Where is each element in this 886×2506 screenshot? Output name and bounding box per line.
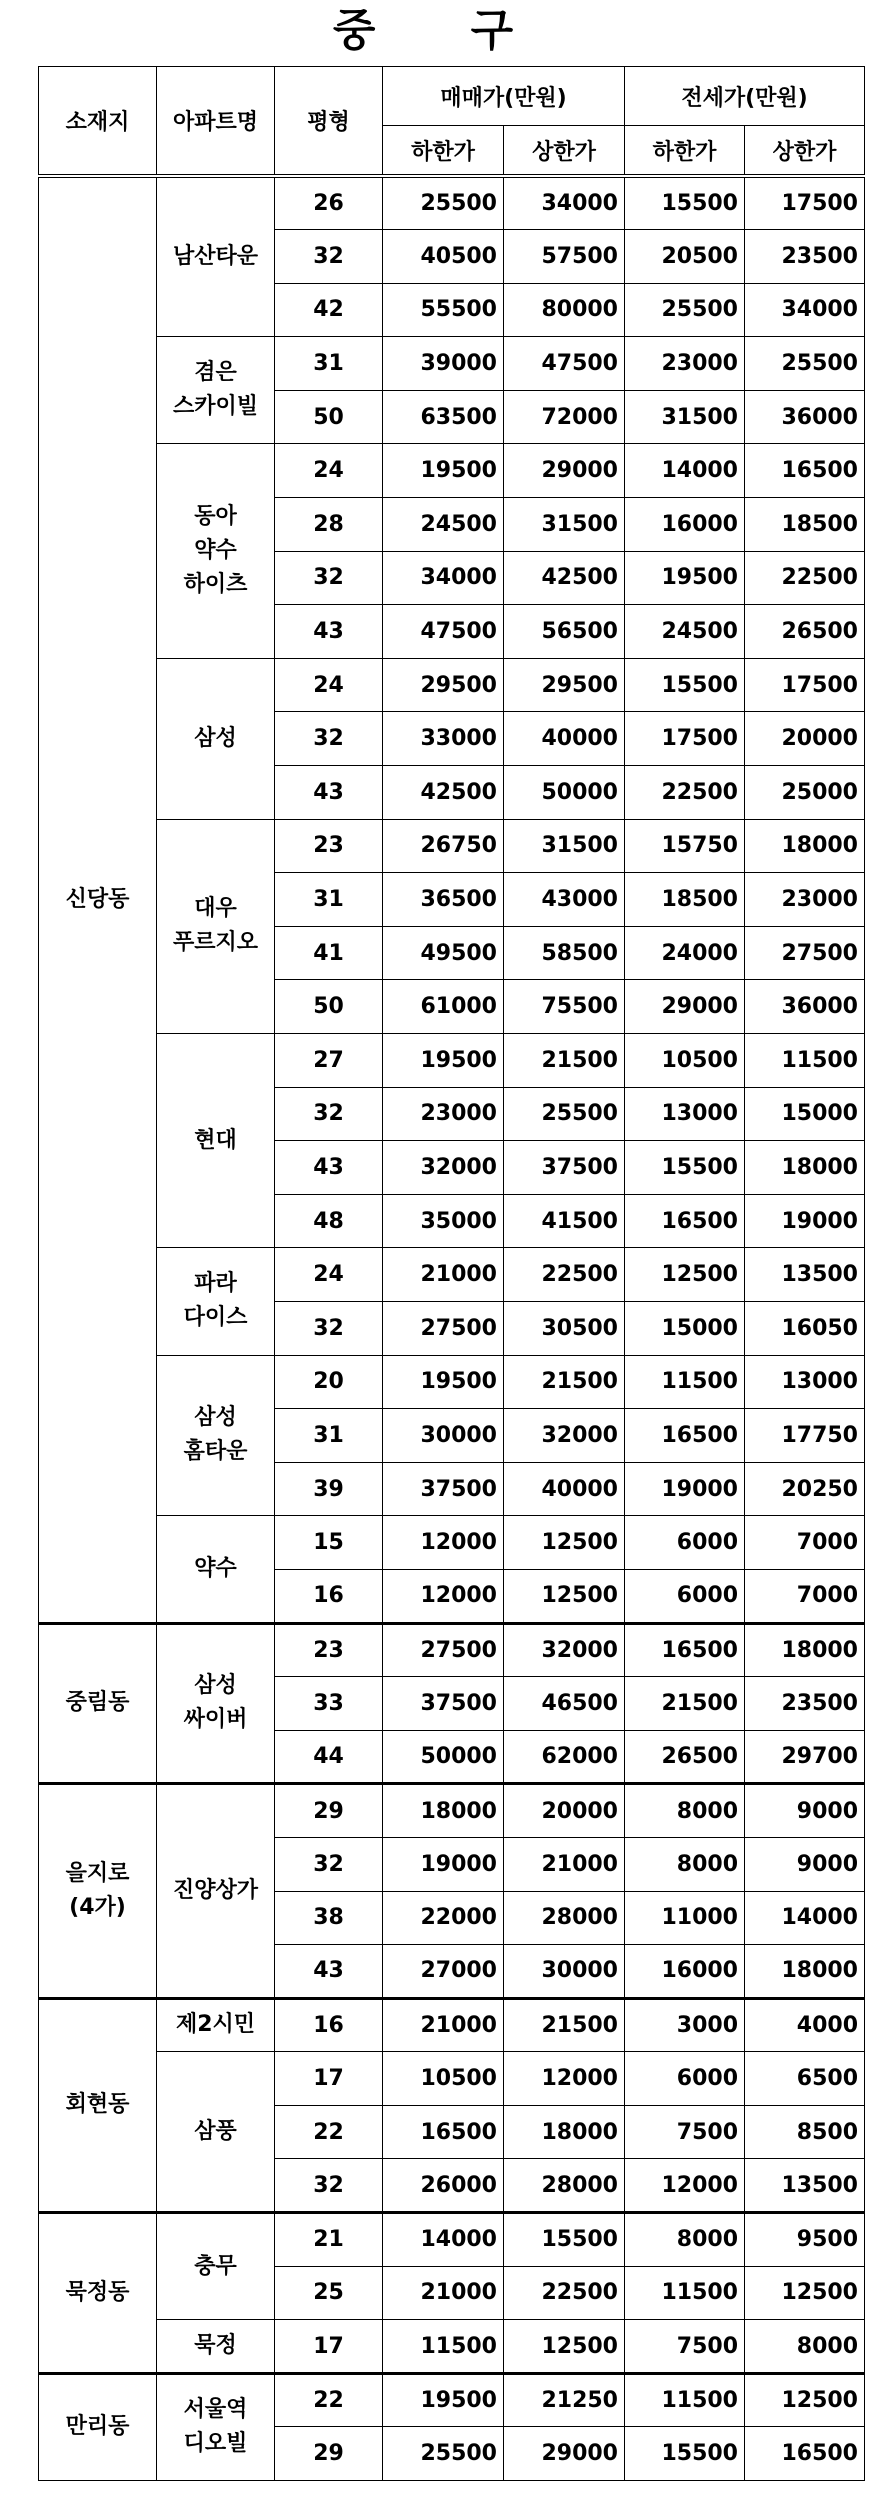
jeonse-lower-cell: 12000 xyxy=(625,2159,745,2213)
sale-lower-cell: 24500 xyxy=(383,498,504,552)
size-cell: 22 xyxy=(275,2105,383,2159)
jeonse-lower-cell: 21500 xyxy=(625,1677,745,1731)
table-row xyxy=(39,658,865,712)
size-cell: 38 xyxy=(275,1891,383,1945)
size-cell: 31 xyxy=(275,1409,383,1463)
size-cell: 50 xyxy=(275,980,383,1034)
jeonse-upper-cell: 34000 xyxy=(745,283,865,337)
table-row xyxy=(39,1034,865,1088)
sale-lower-cell: 21000 xyxy=(383,1248,504,1302)
table-row xyxy=(39,1623,865,1677)
apartment-cell: 삼풍 xyxy=(157,2052,275,2213)
jeonse-lower-cell: 16500 xyxy=(625,1623,745,1677)
sale-upper-cell: 12500 xyxy=(504,1516,625,1570)
sale-lower-cell: 26000 xyxy=(383,2159,504,2213)
jeonse-lower-cell: 11500 xyxy=(625,2373,745,2427)
jeonse-upper-cell: 18000 xyxy=(745,819,865,873)
sale-upper-cell: 32000 xyxy=(504,1409,625,1463)
size-cell: 22 xyxy=(275,2373,383,2427)
sale-upper-cell: 22500 xyxy=(504,1248,625,1302)
sale-lower-cell: 27000 xyxy=(383,1945,504,1999)
sale-upper-cell: 62000 xyxy=(504,1730,625,1784)
jeonse-lower-cell: 8000 xyxy=(625,1837,745,1891)
sale-upper-cell: 72000 xyxy=(504,390,625,444)
sale-upper-cell: 25500 xyxy=(504,1087,625,1141)
sale-upper-cell: 12500 xyxy=(504,2320,625,2374)
jeonse-lower-cell: 16500 xyxy=(625,1409,745,1463)
sale-lower-cell: 21000 xyxy=(383,1998,504,2052)
table-row xyxy=(39,2373,865,2427)
header-jeonse-upper: 상한가 xyxy=(745,126,865,177)
sale-upper-cell: 40000 xyxy=(504,712,625,766)
size-cell: 26 xyxy=(275,176,383,230)
jeonse-lower-cell: 10500 xyxy=(625,1034,745,1088)
sale-upper-cell: 46500 xyxy=(504,1677,625,1731)
size-cell: 42 xyxy=(275,283,383,337)
size-cell: 44 xyxy=(275,1730,383,1784)
size-cell: 33 xyxy=(275,1677,383,1731)
sale-lower-cell: 25500 xyxy=(383,2427,504,2481)
sale-lower-cell: 18000 xyxy=(383,1784,504,1838)
sale-lower-cell: 32000 xyxy=(383,1141,504,1195)
sale-upper-cell: 28000 xyxy=(504,2159,625,2213)
jeonse-lower-cell: 19000 xyxy=(625,1462,745,1516)
sale-upper-cell: 29500 xyxy=(504,658,625,712)
sale-lower-cell: 19500 xyxy=(383,1355,504,1409)
page-title: 중 구 xyxy=(332,5,554,56)
sale-upper-cell: 21500 xyxy=(504,1998,625,2052)
jeonse-upper-cell: 15000 xyxy=(745,1087,865,1141)
sale-lower-cell: 25500 xyxy=(383,176,504,230)
sale-upper-cell: 22500 xyxy=(504,2266,625,2320)
sale-lower-cell: 42500 xyxy=(383,766,504,820)
header-location: 소재지 xyxy=(39,67,157,177)
apartment-cell: 진양상가 xyxy=(157,1784,275,1998)
jeonse-lower-cell: 18500 xyxy=(625,873,745,927)
sale-upper-cell: 40000 xyxy=(504,1462,625,1516)
jeonse-upper-cell: 18000 xyxy=(745,1623,865,1677)
jeonse-upper-cell: 17500 xyxy=(745,176,865,230)
jeonse-lower-cell: 15500 xyxy=(625,176,745,230)
sale-upper-cell: 21000 xyxy=(504,1837,625,1891)
jeonse-upper-cell: 19000 xyxy=(745,1194,865,1248)
table-row xyxy=(39,1248,865,1302)
sale-lower-cell: 19500 xyxy=(383,444,504,498)
sale-upper-cell: 15500 xyxy=(504,2213,625,2267)
apartment-cell: 남산타운 xyxy=(157,176,275,337)
jeonse-upper-cell: 25500 xyxy=(745,337,865,391)
sale-upper-cell: 21500 xyxy=(504,1034,625,1088)
size-cell: 27 xyxy=(275,1034,383,1088)
jeonse-lower-cell: 14000 xyxy=(625,444,745,498)
sale-lower-cell: 14000 xyxy=(383,2213,504,2267)
sale-lower-cell: 50000 xyxy=(383,1730,504,1784)
sale-upper-cell: 29000 xyxy=(504,444,625,498)
size-cell: 25 xyxy=(275,2266,383,2320)
sale-upper-cell: 42500 xyxy=(504,551,625,605)
sale-upper-cell: 30000 xyxy=(504,1945,625,1999)
sale-upper-cell: 21250 xyxy=(504,2373,625,2427)
sale-lower-cell: 37500 xyxy=(383,1677,504,1731)
jeonse-lower-cell: 11500 xyxy=(625,1355,745,1409)
jeonse-upper-cell: 9000 xyxy=(745,1837,865,1891)
sale-upper-cell: 34000 xyxy=(504,176,625,230)
jeonse-upper-cell: 17500 xyxy=(745,658,865,712)
location-cell: 만리동 xyxy=(39,2373,157,2480)
header-sale-lower: 하한가 xyxy=(383,126,504,177)
size-cell: 32 xyxy=(275,1087,383,1141)
sale-lower-cell: 10500 xyxy=(383,2052,504,2106)
jeonse-lower-cell: 6000 xyxy=(625,2052,745,2106)
sale-upper-cell: 80000 xyxy=(504,283,625,337)
jeonse-upper-cell: 22500 xyxy=(745,551,865,605)
jeonse-upper-cell: 16500 xyxy=(745,2427,865,2481)
table-row xyxy=(39,819,865,873)
jeonse-lower-cell: 15000 xyxy=(625,1301,745,1355)
apartment-cell: 삼성 싸이버 xyxy=(157,1623,275,1784)
apartment-cell: 현대 xyxy=(157,1034,275,1248)
jeonse-upper-cell: 12500 xyxy=(745,2266,865,2320)
size-cell: 32 xyxy=(275,230,383,284)
table-row xyxy=(39,1516,865,1570)
size-cell: 29 xyxy=(275,1784,383,1838)
jeonse-upper-cell: 36000 xyxy=(745,980,865,1034)
sale-lower-cell: 21000 xyxy=(383,2266,504,2320)
sale-lower-cell: 30000 xyxy=(383,1409,504,1463)
sale-lower-cell: 11500 xyxy=(383,2320,504,2374)
jeonse-lower-cell: 24500 xyxy=(625,605,745,659)
sale-lower-cell: 19500 xyxy=(383,2373,504,2427)
jeonse-lower-cell: 25500 xyxy=(625,283,745,337)
sale-lower-cell: 27500 xyxy=(383,1623,504,1677)
jeonse-upper-cell: 27500 xyxy=(745,926,865,980)
jeonse-upper-cell: 29700 xyxy=(745,1730,865,1784)
jeonse-upper-cell: 13500 xyxy=(745,2159,865,2213)
size-cell: 31 xyxy=(275,337,383,391)
sale-upper-cell: 31500 xyxy=(504,819,625,873)
size-cell: 50 xyxy=(275,390,383,444)
jeonse-lower-cell: 6000 xyxy=(625,1569,745,1623)
table-row xyxy=(39,2320,865,2374)
jeonse-upper-cell: 11500 xyxy=(745,1034,865,1088)
jeonse-lower-cell: 29000 xyxy=(625,980,745,1034)
jeonse-lower-cell: 17500 xyxy=(625,712,745,766)
apartment-cell: 충무 xyxy=(157,2213,275,2320)
size-cell: 28 xyxy=(275,498,383,552)
jeonse-lower-cell: 15500 xyxy=(625,658,745,712)
sale-lower-cell: 12000 xyxy=(383,1516,504,1570)
jeonse-lower-cell: 3000 xyxy=(625,1998,745,2052)
jeonse-lower-cell: 16500 xyxy=(625,1194,745,1248)
jeonse-upper-cell: 7000 xyxy=(745,1516,865,1570)
jeonse-upper-cell: 13500 xyxy=(745,1248,865,1302)
table-row xyxy=(39,1998,865,2052)
sale-lower-cell: 23000 xyxy=(383,1087,504,1141)
size-cell: 41 xyxy=(275,926,383,980)
jeonse-lower-cell: 31500 xyxy=(625,390,745,444)
location-cell: 신당동 xyxy=(39,176,157,1623)
sale-lower-cell: 47500 xyxy=(383,605,504,659)
sale-upper-cell: 47500 xyxy=(504,337,625,391)
jeonse-lower-cell: 20500 xyxy=(625,230,745,284)
jeonse-lower-cell: 15500 xyxy=(625,2427,745,2481)
price-table xyxy=(38,66,865,2481)
sale-lower-cell: 49500 xyxy=(383,926,504,980)
sale-upper-cell: 37500 xyxy=(504,1141,625,1195)
jeonse-upper-cell: 7000 xyxy=(745,1569,865,1623)
sale-lower-cell: 19000 xyxy=(383,1837,504,1891)
table-row xyxy=(39,2052,865,2106)
header-size: 평형 xyxy=(275,67,383,177)
jeonse-upper-cell: 16500 xyxy=(745,444,865,498)
size-cell: 16 xyxy=(275,1569,383,1623)
sale-lower-cell: 26750 xyxy=(383,819,504,873)
sale-lower-cell: 27500 xyxy=(383,1301,504,1355)
apartment-cell: 겸은 스카이빌 xyxy=(157,337,275,444)
jeonse-upper-cell: 6500 xyxy=(745,2052,865,2106)
sale-upper-cell: 57500 xyxy=(504,230,625,284)
sale-lower-cell: 55500 xyxy=(383,283,504,337)
jeonse-lower-cell: 12500 xyxy=(625,1248,745,1302)
apartment-cell: 삼성 홈타운 xyxy=(157,1355,275,1516)
sale-upper-cell: 31500 xyxy=(504,498,625,552)
sale-upper-cell: 75500 xyxy=(504,980,625,1034)
jeonse-upper-cell: 12500 xyxy=(745,2373,865,2427)
sale-upper-cell: 43000 xyxy=(504,873,625,927)
jeonse-lower-cell: 11000 xyxy=(625,1891,745,1945)
jeonse-upper-cell: 18000 xyxy=(745,1945,865,1999)
apartment-cell: 대우 푸르지오 xyxy=(157,819,275,1033)
table-header xyxy=(39,67,865,177)
size-cell: 43 xyxy=(275,605,383,659)
jeonse-upper-cell: 4000 xyxy=(745,1998,865,2052)
jeonse-upper-cell: 16050 xyxy=(745,1301,865,1355)
jeonse-lower-cell: 6000 xyxy=(625,1516,745,1570)
jeonse-upper-cell: 18500 xyxy=(745,498,865,552)
sale-upper-cell: 29000 xyxy=(504,2427,625,2481)
jeonse-lower-cell: 15750 xyxy=(625,819,745,873)
location-cell: 을지로 (4가) xyxy=(39,1784,157,1998)
apartment-cell: 파라 다이스 xyxy=(157,1248,275,1355)
apartment-cell: 약수 xyxy=(157,1516,275,1623)
sale-lower-cell: 22000 xyxy=(383,1891,504,1945)
sale-lower-cell: 12000 xyxy=(383,1569,504,1623)
jeonse-upper-cell: 26500 xyxy=(745,605,865,659)
sale-upper-cell: 30500 xyxy=(504,1301,625,1355)
header-sale-upper: 상한가 xyxy=(504,126,625,177)
size-cell: 43 xyxy=(275,1945,383,1999)
location-cell: 묵정동 xyxy=(39,2213,157,2374)
sale-upper-cell: 18000 xyxy=(504,2105,625,2159)
jeonse-upper-cell: 36000 xyxy=(745,390,865,444)
apartment-cell: 동아 약수 하이츠 xyxy=(157,444,275,658)
sale-upper-cell: 50000 xyxy=(504,766,625,820)
jeonse-upper-cell: 8000 xyxy=(745,2320,865,2374)
size-cell: 23 xyxy=(275,1623,383,1677)
sale-upper-cell: 56500 xyxy=(504,605,625,659)
size-cell: 17 xyxy=(275,2320,383,2374)
header-apartment: 아파트명 xyxy=(157,67,275,177)
apartment-cell: 묵정 xyxy=(157,2320,275,2374)
sale-upper-cell: 28000 xyxy=(504,1891,625,1945)
jeonse-lower-cell: 7500 xyxy=(625,2320,745,2374)
size-cell: 24 xyxy=(275,658,383,712)
jeonse-lower-cell: 8000 xyxy=(625,2213,745,2267)
apartment-cell: 제2시민 xyxy=(157,1998,275,2052)
jeonse-upper-cell: 8500 xyxy=(745,2105,865,2159)
size-cell: 21 xyxy=(275,2213,383,2267)
size-cell: 24 xyxy=(275,444,383,498)
table-row xyxy=(39,2213,865,2267)
size-cell: 20 xyxy=(275,1355,383,1409)
sale-upper-cell: 12000 xyxy=(504,2052,625,2106)
size-cell: 43 xyxy=(275,766,383,820)
sale-lower-cell: 33000 xyxy=(383,712,504,766)
size-cell: 32 xyxy=(275,1837,383,1891)
sale-upper-cell: 21500 xyxy=(504,1355,625,1409)
size-cell: 15 xyxy=(275,1516,383,1570)
jeonse-lower-cell: 22500 xyxy=(625,766,745,820)
sale-lower-cell: 39000 xyxy=(383,337,504,391)
jeonse-upper-cell: 23500 xyxy=(745,230,865,284)
jeonse-upper-cell: 20000 xyxy=(745,712,865,766)
sale-lower-cell: 37500 xyxy=(383,1462,504,1516)
jeonse-lower-cell: 16000 xyxy=(625,498,745,552)
table-body xyxy=(39,176,865,2481)
jeonse-lower-cell: 26500 xyxy=(625,1730,745,1784)
jeonse-lower-cell: 16000 xyxy=(625,1945,745,1999)
sale-lower-cell: 34000 xyxy=(383,551,504,605)
location-cell: 중림동 xyxy=(39,1623,157,1784)
size-cell: 23 xyxy=(275,819,383,873)
jeonse-upper-cell: 9500 xyxy=(745,2213,865,2267)
sale-upper-cell: 41500 xyxy=(504,1194,625,1248)
size-cell: 32 xyxy=(275,2159,383,2213)
size-cell: 32 xyxy=(275,712,383,766)
size-cell: 48 xyxy=(275,1194,383,1248)
jeonse-lower-cell: 19500 xyxy=(625,551,745,605)
header-jeonse-lower: 하한가 xyxy=(625,126,745,177)
jeonse-upper-cell: 14000 xyxy=(745,1891,865,1945)
size-cell: 32 xyxy=(275,551,383,605)
size-cell: 29 xyxy=(275,2427,383,2481)
jeonse-upper-cell: 17750 xyxy=(745,1409,865,1463)
sale-lower-cell: 36500 xyxy=(383,873,504,927)
sale-upper-cell: 20000 xyxy=(504,1784,625,1838)
apartment-cell: 서울역 디오빌 xyxy=(157,2373,275,2480)
sale-lower-cell: 40500 xyxy=(383,230,504,284)
table-row xyxy=(39,1784,865,1838)
jeonse-lower-cell: 15500 xyxy=(625,1141,745,1195)
location-cell: 회현동 xyxy=(39,1998,157,2212)
jeonse-lower-cell: 8000 xyxy=(625,1784,745,1838)
jeonse-upper-cell: 23500 xyxy=(745,1677,865,1731)
size-cell: 32 xyxy=(275,1301,383,1355)
size-cell: 24 xyxy=(275,1248,383,1302)
jeonse-lower-cell: 11500 xyxy=(625,2266,745,2320)
header-jeonse: 전세가(만원) xyxy=(625,67,865,126)
jeonse-upper-cell: 25000 xyxy=(745,766,865,820)
table-row xyxy=(39,1355,865,1409)
size-cell: 17 xyxy=(275,2052,383,2106)
sale-lower-cell: 16500 xyxy=(383,2105,504,2159)
jeonse-upper-cell: 23000 xyxy=(745,873,865,927)
sale-upper-cell: 12500 xyxy=(504,1569,625,1623)
sale-lower-cell: 61000 xyxy=(383,980,504,1034)
sale-lower-cell: 29500 xyxy=(383,658,504,712)
size-cell: 16 xyxy=(275,1998,383,2052)
jeonse-upper-cell: 20250 xyxy=(745,1462,865,1516)
size-cell: 39 xyxy=(275,1462,383,1516)
table-row xyxy=(39,176,865,230)
jeonse-upper-cell: 13000 xyxy=(745,1355,865,1409)
size-cell: 31 xyxy=(275,873,383,927)
table-row xyxy=(39,444,865,498)
sale-lower-cell: 19500 xyxy=(383,1034,504,1088)
apartment-cell: 삼성 xyxy=(157,658,275,819)
sale-lower-cell: 63500 xyxy=(383,390,504,444)
jeonse-lower-cell: 7500 xyxy=(625,2105,745,2159)
header-sale: 매매가(만원) xyxy=(383,67,625,126)
jeonse-lower-cell: 13000 xyxy=(625,1087,745,1141)
sale-upper-cell: 58500 xyxy=(504,926,625,980)
sale-upper-cell: 32000 xyxy=(504,1623,625,1677)
table-row xyxy=(39,337,865,391)
jeonse-lower-cell: 23000 xyxy=(625,337,745,391)
jeonse-lower-cell: 24000 xyxy=(625,926,745,980)
jeonse-upper-cell: 9000 xyxy=(745,1784,865,1838)
jeonse-upper-cell: 18000 xyxy=(745,1141,865,1195)
size-cell: 43 xyxy=(275,1141,383,1195)
sale-lower-cell: 35000 xyxy=(383,1194,504,1248)
